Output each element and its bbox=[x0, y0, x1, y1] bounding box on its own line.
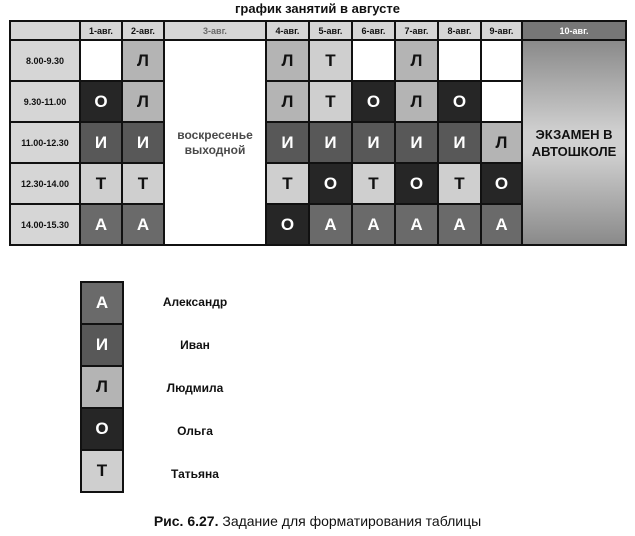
lesson-cell: Л bbox=[122, 40, 164, 81]
legend-name: Татьяна bbox=[171, 467, 219, 481]
lesson-cell: О bbox=[80, 81, 122, 122]
lesson-cell: Л bbox=[266, 40, 309, 81]
lesson-cell: Т bbox=[309, 81, 352, 122]
lesson-cell: Л bbox=[481, 122, 522, 163]
lesson-cell: И bbox=[266, 122, 309, 163]
time-slot: 12.30-14.00 bbox=[10, 163, 80, 204]
header-day-4: 4-авг. bbox=[266, 21, 309, 40]
lesson-cell: А bbox=[481, 204, 522, 245]
sunday-note: воскресенье выходной bbox=[164, 40, 266, 245]
lesson-cell: Т bbox=[438, 163, 481, 204]
lesson-cell: И bbox=[352, 122, 395, 163]
header-corner bbox=[10, 21, 80, 40]
lesson-cell: И bbox=[395, 122, 438, 163]
lesson-cell: И bbox=[122, 122, 164, 163]
legend-swatch: И bbox=[80, 323, 124, 365]
lesson-cell: О bbox=[309, 163, 352, 204]
time-slot: 11.00-12.30 bbox=[10, 122, 80, 163]
lesson-cell: А bbox=[309, 204, 352, 245]
lesson-cell bbox=[80, 40, 122, 81]
header-day-2: 2-авг. bbox=[122, 21, 164, 40]
lesson-cell bbox=[352, 40, 395, 81]
lesson-cell: А bbox=[122, 204, 164, 245]
caption-label: Рис. 6.27. bbox=[153, 513, 219, 529]
legend bbox=[80, 281, 124, 493]
lesson-cell: А bbox=[352, 204, 395, 245]
lesson-cell: А bbox=[80, 204, 122, 245]
exam-note: ЭКЗАМЕН В АВТОШКОЛЕ bbox=[522, 40, 626, 245]
lesson-cell: Л bbox=[395, 40, 438, 81]
header-day-7: 7-авг. bbox=[395, 21, 438, 40]
lesson-cell: Л bbox=[266, 81, 309, 122]
lesson-cell: И bbox=[80, 122, 122, 163]
lesson-cell: Т bbox=[266, 163, 309, 204]
header-day-10: 10-авг. bbox=[522, 21, 626, 40]
legend-swatch: О bbox=[80, 407, 124, 449]
lesson-cell: О bbox=[481, 163, 522, 204]
header-day-9: 9-авг. bbox=[481, 21, 522, 40]
lesson-cell: Л bbox=[122, 81, 164, 122]
lesson-cell: И bbox=[309, 122, 352, 163]
legend-name: Александр bbox=[162, 295, 228, 309]
header-day-3: 3-авг. bbox=[164, 21, 266, 40]
lesson-cell: Т bbox=[309, 40, 352, 81]
lesson-cell: О bbox=[266, 204, 309, 245]
time-slot: 8.00-9.30 bbox=[10, 40, 80, 81]
time-slot: 14.00-15.30 bbox=[10, 204, 80, 245]
header-day-8: 8-авг. bbox=[438, 21, 481, 40]
lesson-cell: Т bbox=[352, 163, 395, 204]
legend-name: Людмила bbox=[166, 381, 224, 395]
time-slot: 9.30-11.00 bbox=[10, 81, 80, 122]
lesson-cell bbox=[481, 81, 522, 122]
legend-swatch: Т bbox=[80, 449, 124, 493]
lesson-cell: А bbox=[395, 204, 438, 245]
lesson-cell: О bbox=[352, 81, 395, 122]
lesson-cell: И bbox=[438, 122, 481, 163]
legend-swatch: Л bbox=[80, 365, 124, 407]
legend-swatch: А bbox=[80, 281, 124, 323]
lesson-cell: Т bbox=[122, 163, 164, 204]
lesson-cell: Т bbox=[80, 163, 122, 204]
lesson-cell: Л bbox=[395, 81, 438, 122]
caption-text: Задание для форматирования таблицы bbox=[218, 513, 482, 529]
lesson-cell bbox=[481, 40, 522, 81]
schedule-table bbox=[9, 20, 627, 246]
lesson-cell: О bbox=[438, 81, 481, 122]
lesson-cell bbox=[438, 40, 481, 81]
legend-name: Ольга bbox=[177, 424, 213, 438]
figure-caption bbox=[0, 513, 635, 529]
header-day-5: 5-авг. bbox=[309, 21, 352, 40]
header-day-6: 6-авг. bbox=[352, 21, 395, 40]
lesson-cell: О bbox=[395, 163, 438, 204]
schedule-title: график занятий в августе bbox=[235, 1, 400, 16]
lesson-cell: А bbox=[438, 204, 481, 245]
legend-name: Иван bbox=[180, 338, 210, 352]
header-day-1: 1-авг. bbox=[80, 21, 122, 40]
